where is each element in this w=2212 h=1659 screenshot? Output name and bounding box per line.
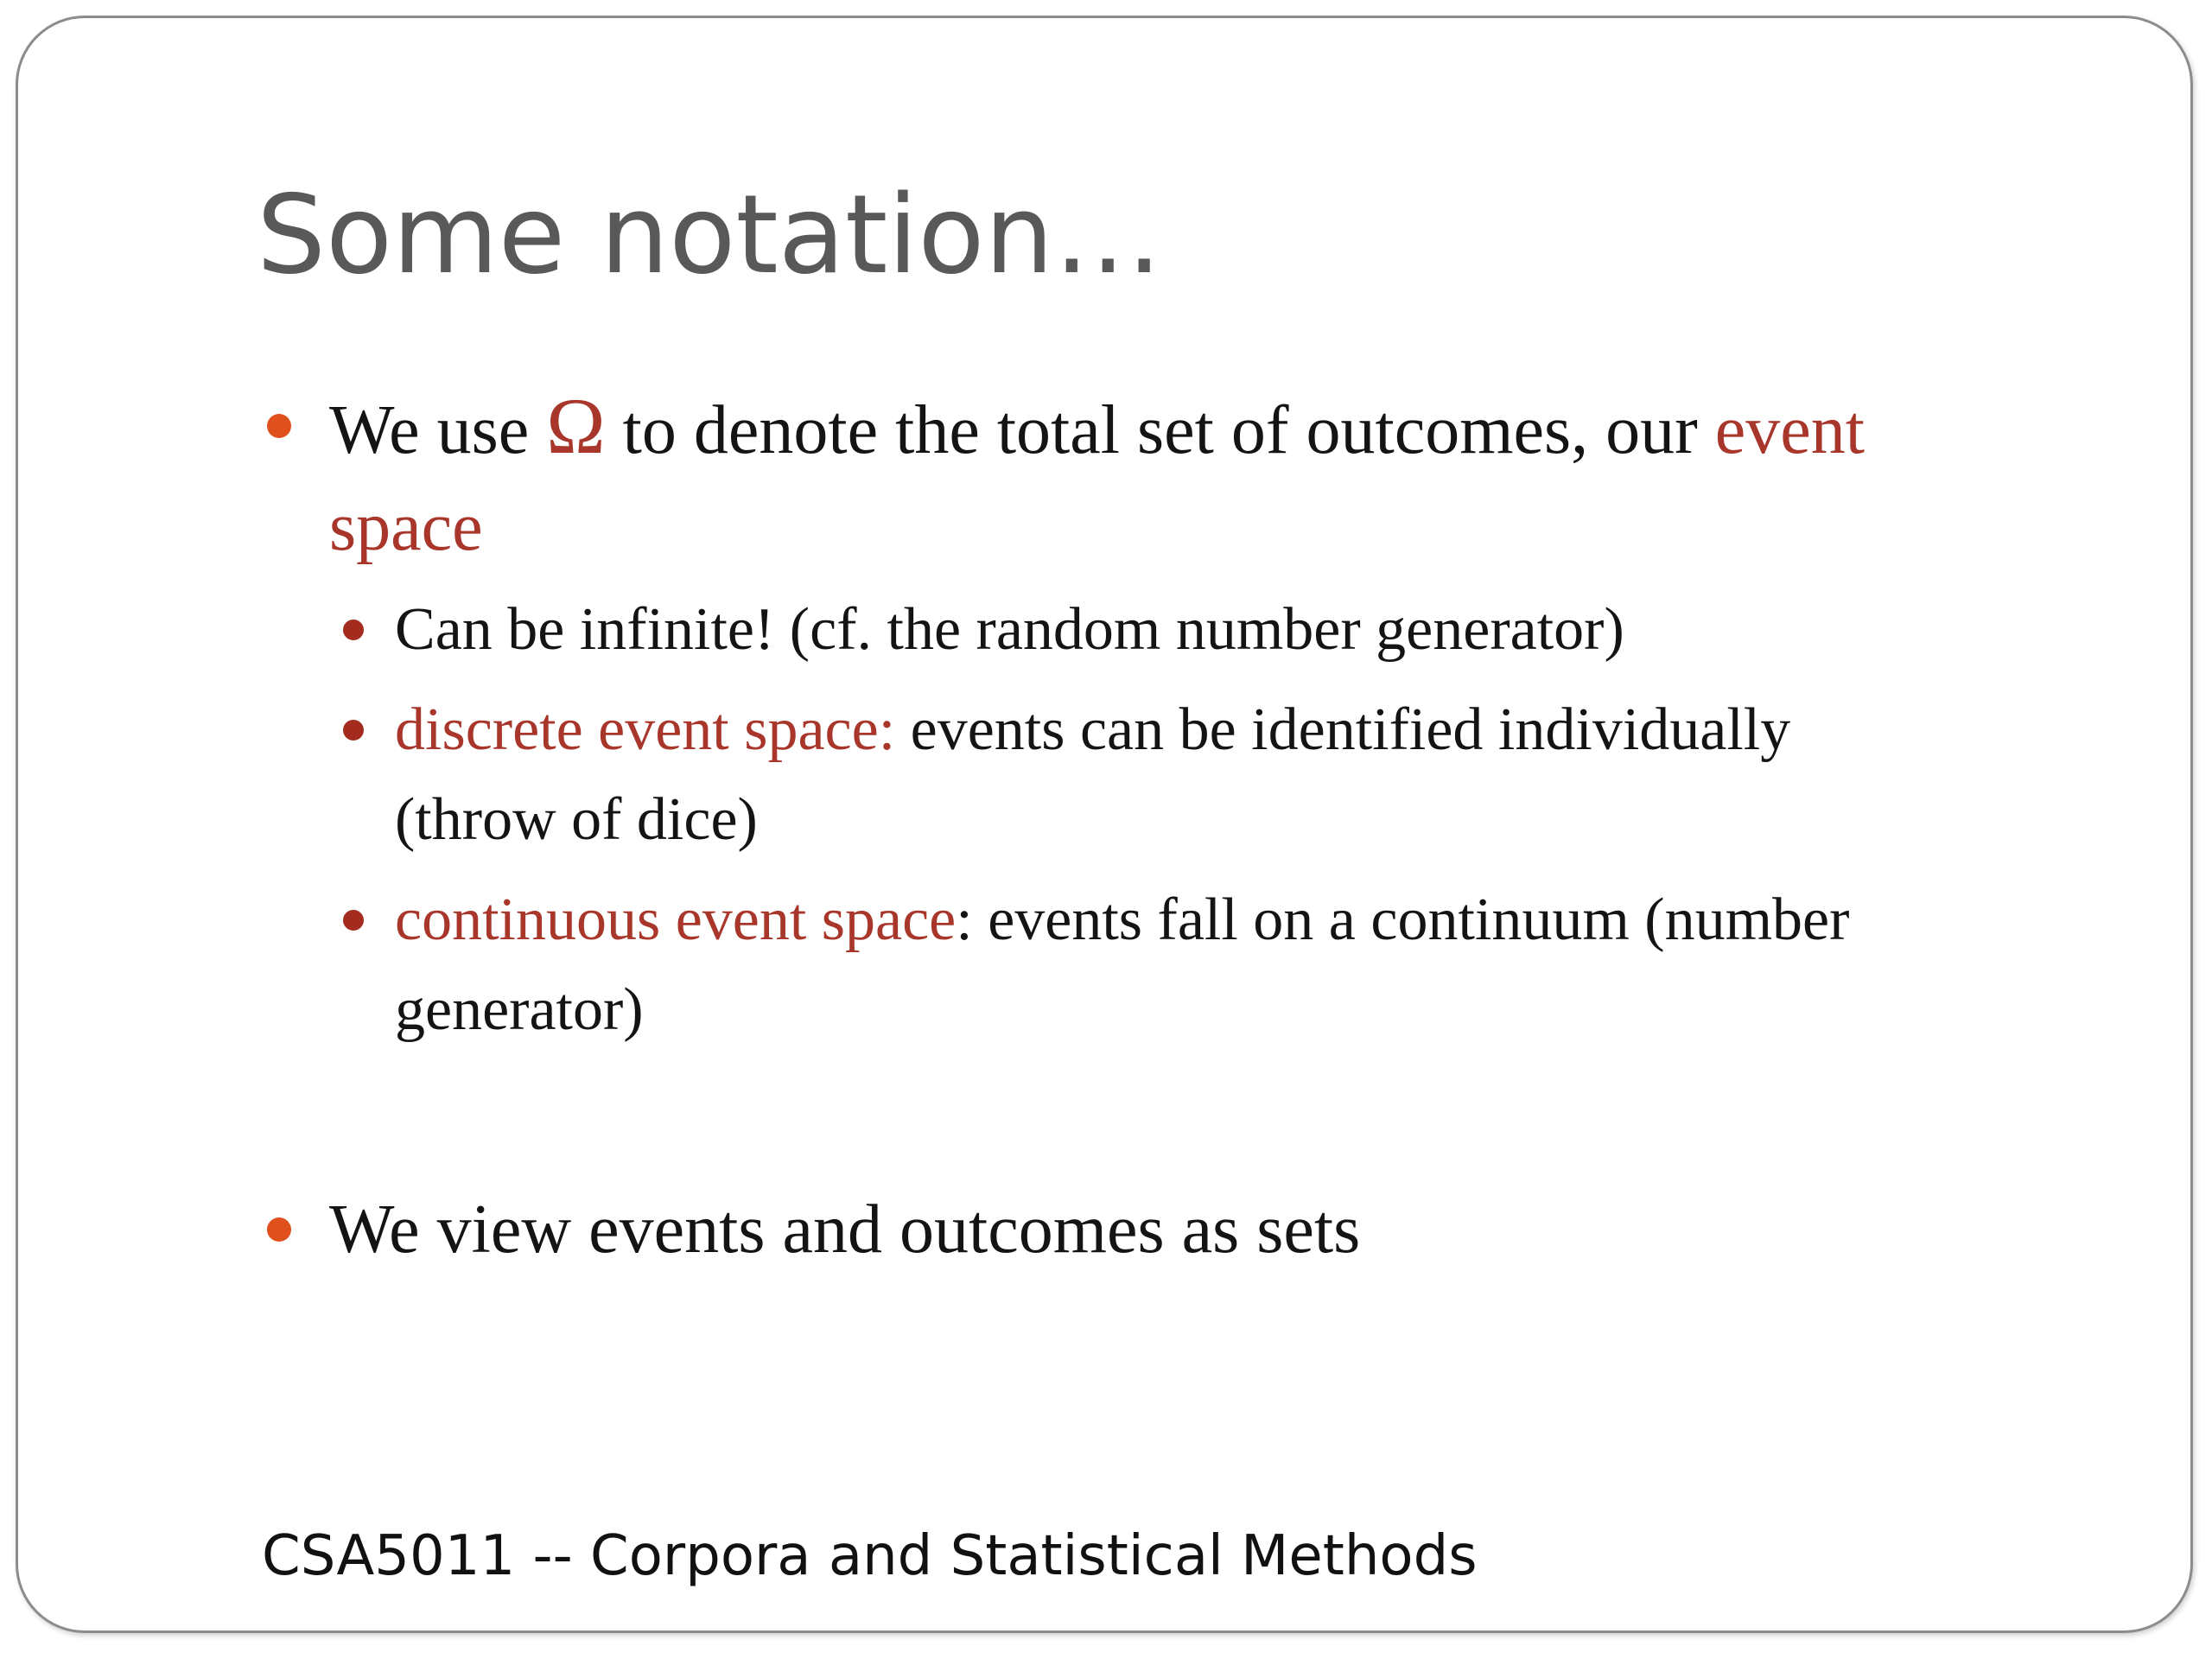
bullet-text-pre: We use <box>329 392 547 468</box>
subbullet-text: : events fall on a continuum (number generator) <box>395 887 1850 1043</box>
continuous-event-space-term: continuous event space <box>395 887 957 953</box>
slide-frame <box>16 16 2193 1633</box>
subbullet-continuous <box>395 875 2019 1055</box>
bullet-sets <box>329 1181 2023 1278</box>
bullet-dot-icon <box>267 414 291 438</box>
bullet-event-space <box>329 378 2023 575</box>
subbullet-infinite <box>395 585 2037 675</box>
bullet-text: We view events and outcomes as sets <box>329 1192 1361 1268</box>
slide-footer: CSA5011 -- Corpora and Statistical Methods <box>262 1524 1478 1588</box>
subbullet-text: events can be identified individually (throw of dice) <box>395 696 1791 853</box>
slide-title: Some notation… <box>257 171 1163 298</box>
subbullet-text: Can be infinite! (cf. the random number generator) <box>395 596 1624 663</box>
subbullet-dot-icon <box>343 910 364 931</box>
omega-symbol: Ω <box>546 382 606 470</box>
discrete-event-space-term: discrete event space: <box>395 696 896 763</box>
subbullet-dot-icon <box>343 620 364 640</box>
bullet-text-mid: to denote the total set of outcomes, our <box>605 392 1715 468</box>
subbullet-dot-icon <box>343 720 364 741</box>
bullet-dot-icon <box>267 1217 291 1242</box>
subbullet-discrete <box>395 685 1950 865</box>
event-space-term: event space <box>329 392 1866 565</box>
